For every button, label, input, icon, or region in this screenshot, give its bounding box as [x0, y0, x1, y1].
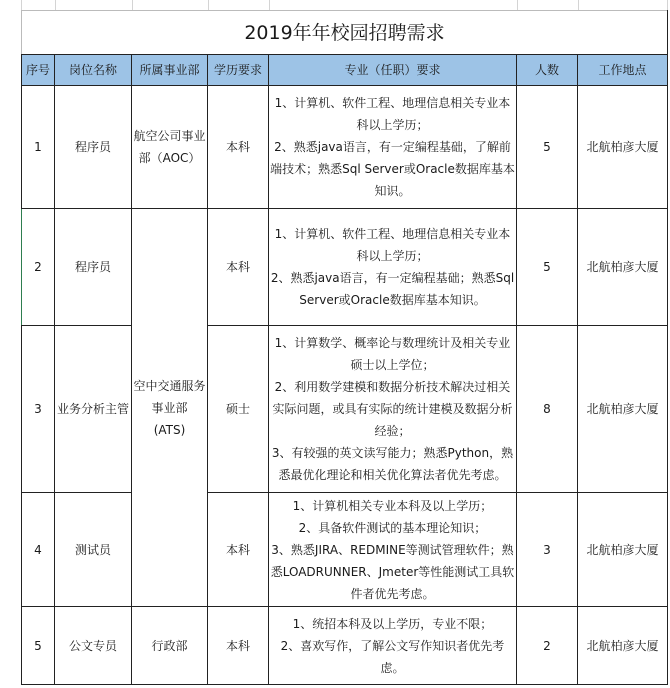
- col-header-education[interactable]: 学历要求: [208, 55, 269, 86]
- cell-headcount[interactable]: 2: [517, 607, 578, 685]
- table-row: [22, 209, 668, 326]
- table-row: [22, 86, 668, 209]
- cell-headcount[interactable]: 5: [517, 209, 578, 326]
- cell-location[interactable]: 北航柏彦大厦: [578, 86, 668, 209]
- gridline: [208, 0, 209, 10]
- cell-department[interactable]: 行政部: [132, 607, 208, 685]
- cell-position[interactable]: 公文专员: [55, 607, 132, 685]
- recruitment-table: [21, 10, 668, 685]
- cell-requirements[interactable]: [269, 326, 517, 493]
- department-line: 事业部: [151, 400, 188, 415]
- table-row: [22, 493, 668, 607]
- cell-headcount[interactable]: 5: [517, 86, 578, 209]
- col-header-position[interactable]: 岗位名称: [55, 55, 132, 86]
- cell-education[interactable]: 本科: [208, 493, 269, 607]
- cell-requirements[interactable]: [269, 607, 517, 685]
- cell-position[interactable]: 程序员: [55, 86, 132, 209]
- cell-index[interactable]: 4: [22, 493, 55, 607]
- col-header-location[interactable]: 工作地点: [578, 55, 668, 86]
- requirement-line: 3、有较强的英文读写能力；熟悉Python，熟悉最优化理论和相关优化算法者优先考虑。: [271, 446, 514, 482]
- table-title[interactable]: 2019年年校园招聘需求: [22, 11, 668, 55]
- cell-location[interactable]: 北航柏彦大厦: [578, 326, 668, 493]
- cell-headcount[interactable]: 3: [517, 493, 578, 607]
- gridline: [269, 0, 270, 10]
- gridline: [55, 0, 56, 10]
- department-line: (ATS): [153, 422, 186, 437]
- header-row: [22, 55, 668, 86]
- cell-education[interactable]: 本科: [208, 209, 269, 326]
- requirement-line: 1、计算数学、概率论与数理统计及相关专业硕士以上学位；: [274, 336, 511, 372]
- department-line: 空中交通服务: [133, 378, 206, 393]
- cell-requirements[interactable]: [269, 209, 517, 326]
- requirement-line: 1、统招本科及以上学历，专业不限；: [292, 616, 493, 631]
- requirement-line: 1、计算机、软件工程、地理信息相关专业本科以上学历；: [274, 96, 511, 132]
- cell-requirements[interactable]: [269, 86, 517, 209]
- cell-education[interactable]: 硕士: [208, 326, 269, 493]
- requirement-line: 2、利用数学建模和数据分析技术解决过相关实际问题，或具有实际的统计建模及数据分析经验；: [272, 380, 513, 438]
- table-row: [22, 607, 668, 685]
- cell-location[interactable]: 北航柏彦大厦: [578, 209, 668, 326]
- cell-index[interactable]: 3: [22, 326, 55, 493]
- cell-position[interactable]: 业务分析主管: [55, 326, 132, 493]
- cell-position[interactable]: 测试员: [55, 493, 132, 607]
- cell-index[interactable]: 2: [22, 209, 55, 326]
- col-header-index[interactable]: 序号: [22, 55, 55, 86]
- cell-index[interactable]: 1: [22, 86, 55, 209]
- requirement-line: 1、计算机相关专业本科及以上学历；: [292, 498, 493, 513]
- gridline: [517, 0, 518, 10]
- requirement-line: 2、具备软件测试的基本理论知识；: [298, 520, 487, 535]
- cell-index[interactable]: 5: [22, 607, 55, 685]
- table-row: [22, 326, 668, 493]
- cell-headcount[interactable]: 8: [517, 326, 578, 493]
- requirement-line: 2、喜欢写作，了解公文写作知识者优先考虑。: [280, 638, 505, 675]
- cell-department[interactable]: [132, 86, 208, 209]
- department-line: 部（AOC）: [138, 151, 201, 165]
- cell-location[interactable]: 北航柏彦大厦: [578, 493, 668, 607]
- cell-position[interactable]: 程序员: [55, 209, 132, 326]
- gridline: [132, 0, 133, 10]
- sheet-top-gridlines: [21, 0, 668, 10]
- col-header-requirements[interactable]: 专业（任职）要求: [269, 55, 517, 86]
- requirement-line: 3、熟悉JIRA、REDMINE等测试管理软件；熟悉LOADRUNNER、Jmeter等性能测试工具软件者优先考虑。: [270, 542, 515, 601]
- requirement-line: 2、熟悉java语言，有一定编程基础，了解前端技术；熟悉Sql Server或Oracle数据库基本知识。: [270, 140, 515, 198]
- department-line: 航空公司事业: [133, 129, 206, 143]
- col-header-department[interactable]: 所属事业部: [132, 55, 208, 86]
- requirement-line: 2、熟悉java语言，有一定编程基础；熟悉Sql Server或Oracle数据库基本知识。: [270, 271, 515, 307]
- cell-education[interactable]: 本科: [208, 607, 269, 685]
- cell-requirements[interactable]: [269, 493, 517, 607]
- cell-location[interactable]: 北航柏彦大厦: [578, 607, 668, 685]
- gridline: [578, 0, 579, 10]
- cell-department-merged[interactable]: [132, 209, 208, 607]
- cell-education[interactable]: 本科: [208, 86, 269, 209]
- requirement-line: 1、计算机、软件工程、地理信息相关专业本科以上学历；: [274, 227, 511, 263]
- col-header-headcount[interactable]: 人数: [517, 55, 578, 86]
